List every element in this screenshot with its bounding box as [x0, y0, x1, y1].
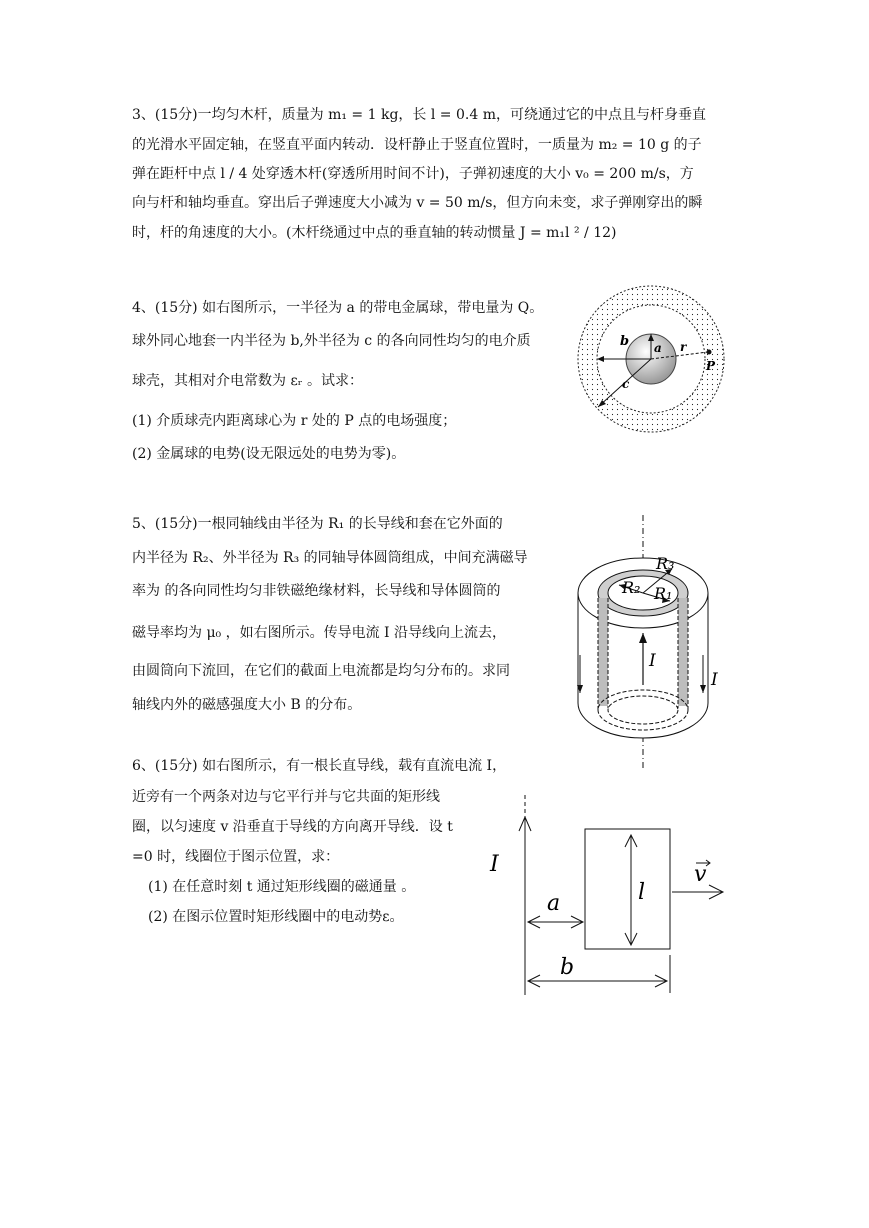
q5-line-4: 磁导率均为 μ₀ ，如右图所示。传导电流 I 沿导线向上流去， — [132, 625, 507, 641]
label-r: r — [680, 340, 687, 354]
label-b: b — [620, 334, 630, 349]
label-i: I — [490, 852, 499, 877]
q4-line-5: (2) 金属球的电势(设无限远处的电势为零)。 — [132, 446, 406, 462]
label-p: P — [706, 359, 716, 373]
q4-line-1: 4、(15分) 如右图所示，一半径为 a 的带电金属球，带电量为 Q。 — [132, 300, 544, 316]
label-l: l — [638, 880, 646, 905]
q5-line-3: 率为 的各向同性均匀非铁磁绝缘材料，长导线和导体圆筒的 — [132, 583, 501, 599]
q5-line-1: 5、(15分)一根同轴线由半径为 R₁ 的长导线和套在它外面的 — [132, 516, 503, 532]
label-a: a — [547, 891, 561, 916]
q3-line-4: 向与杆和轴均垂直。穿出后子弹速度大小减为 v = 50 m/s，但方向未变，求子弹刚穿出的瞬 — [132, 195, 703, 211]
q5-coaxial-figure — [570, 515, 730, 775]
q4-line-4: (1) 介质球壳内距离球心为 r 处的 P 点的电场强度； — [132, 413, 457, 429]
q5-line-6: 轴线内外的磁感强度大小 B 的分布。 — [132, 697, 362, 713]
label-i-inner: I — [649, 651, 656, 671]
label-b: b — [560, 955, 575, 980]
label-c: c — [622, 377, 630, 391]
label-v: v — [694, 862, 707, 887]
q6-line-4: =0 时，线圈位于图示位置，求： — [132, 849, 340, 865]
label-r3: R₃ — [656, 554, 675, 573]
q5-line-5: 由圆筒向下流回，在它们的截面上电流都是均匀分布的。求同 — [132, 663, 510, 679]
label-r1: R₁ — [654, 584, 673, 603]
q4-sphere-figure — [565, 282, 735, 437]
rectangular-loop — [585, 829, 670, 949]
q4-line-3: 球壳，其相对介电常数为 εᵣ 。试求： — [132, 373, 364, 389]
q6-line-1: 6、(15分) 如右图所示，有一根长直导线，载有直流电流 I， — [132, 758, 507, 774]
label-a: a — [654, 341, 662, 355]
q6-loop-figure — [485, 795, 735, 1000]
q3-line-1: 3、(15分)一均匀木杆，质量为 m₁ = 1 kg，长 l = 0.4 m，可绕通过它的中点且与杆身垂直 — [132, 107, 706, 123]
q3-line-5: 时，杆的角速度的大小。(木杆绕通过中点的垂直轴的转动惯量 J = m₁l ² / 12) — [132, 225, 617, 241]
q3-line-3: 弹在距杆中点 l / 4 处穿透木杆(穿透所用时间不计)，子弹初速度的大小 v₀ = 200 m/s，方 — [132, 166, 694, 182]
q6-line-6: (2) 在图示位置时矩形线圈中的电动势ε。 — [148, 909, 404, 925]
label-r2: R₂ — [622, 578, 641, 597]
label-i-outer: I — [711, 670, 718, 690]
q6-line-5: (1) 在任意时刻 t 通过矩形线圈的磁通量 。 — [148, 879, 416, 895]
q6-line-3: 圈，以匀速度 v 沿垂直于导线的方向离开导线．设 t — [132, 819, 453, 835]
q3-line-2: 的光滑水平固定轴，在竖直平面内转动．设杆静止于竖直位置时，一质量为 m₂ = 10 g 的子 — [132, 137, 702, 153]
point-p — [707, 350, 712, 355]
q6-line-2: 近旁有一个两条对边与它平行并与它共面的矩形线 — [132, 789, 440, 805]
q4-line-2: 球外同心地套一内半径为 b,外半径为 c 的各向同性均匀的电介质 — [132, 333, 531, 349]
q5-line-2: 内半径为 R₂、外半径为 R₃ 的同轴导体圆筒组成，中间充满磁导 — [132, 550, 528, 566]
